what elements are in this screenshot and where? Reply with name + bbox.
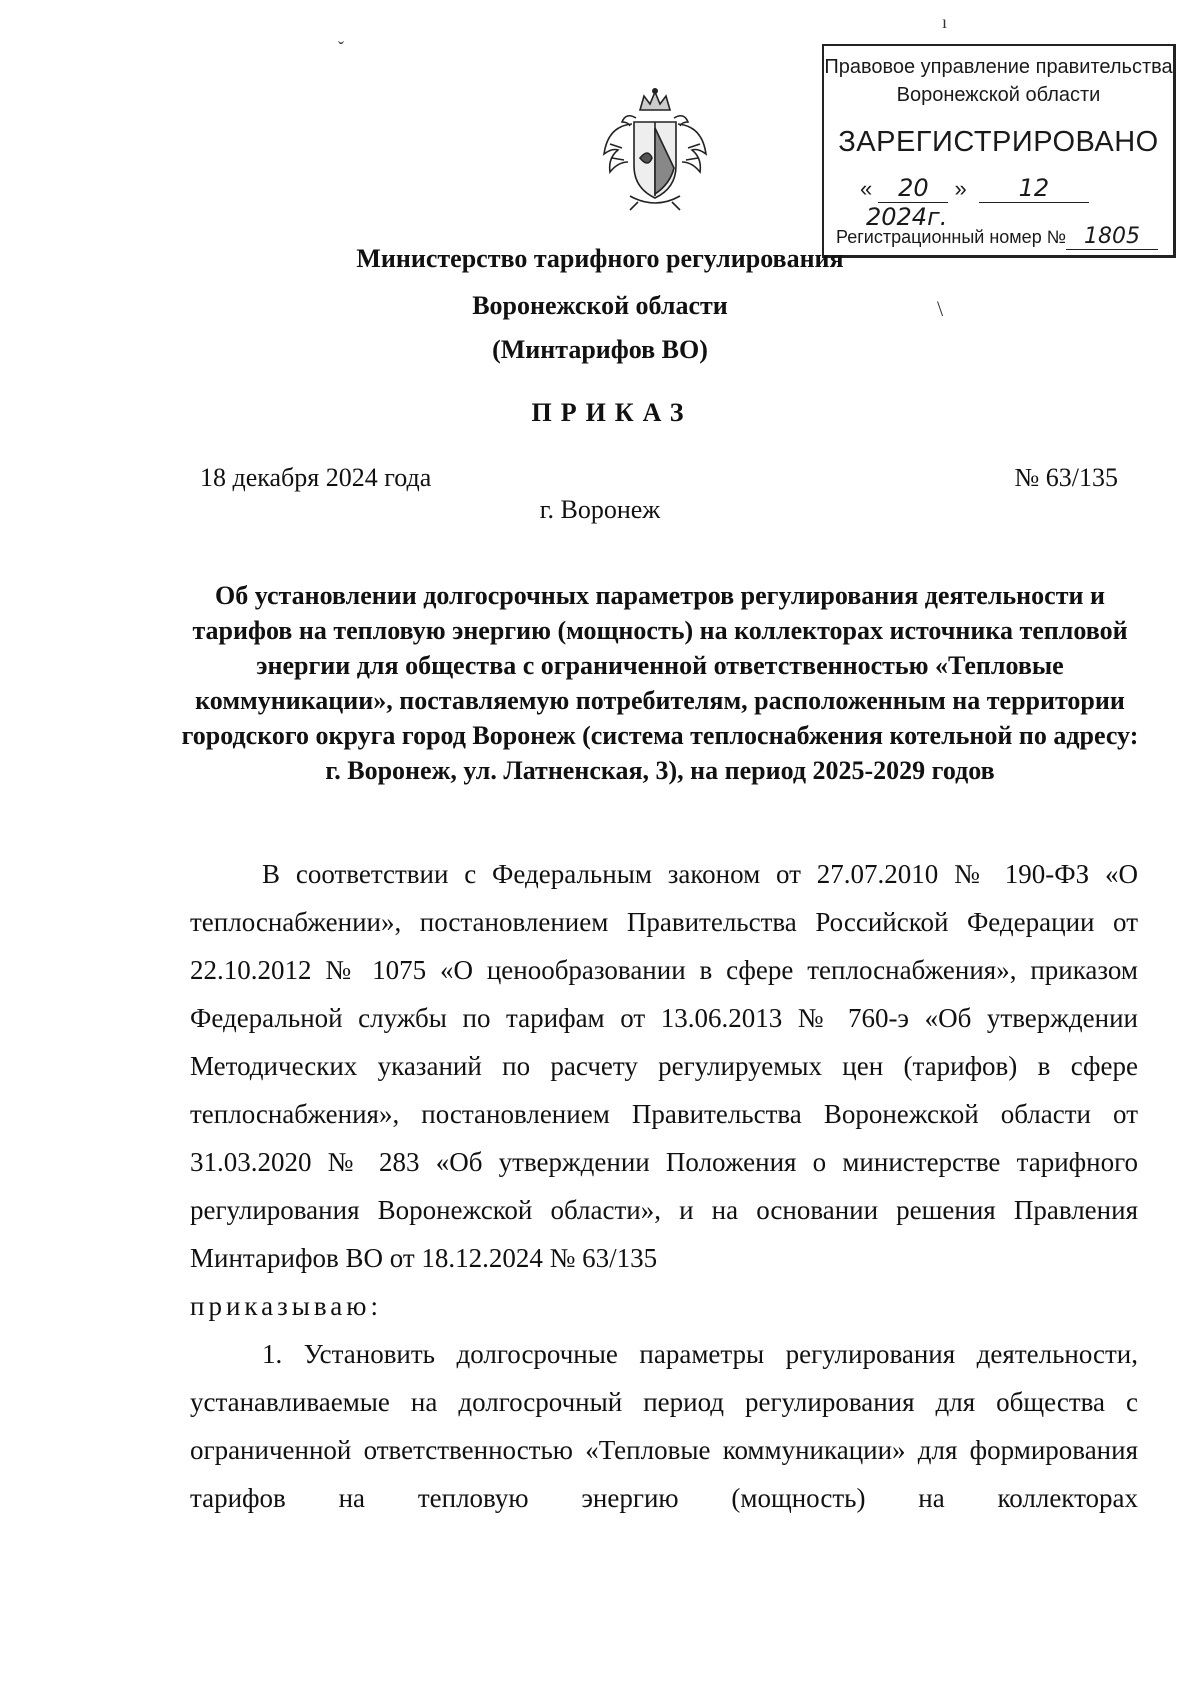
organization-name-line1: Министерство тарифного регулирования [356,244,844,273]
document-body [190,850,1138,1522]
document-date: 18 декабря 2024 года [200,463,432,492]
stamp-date-month: 12 [979,174,1089,203]
stamp-date-close-quote: » [954,176,967,201]
organization-abbreviation: (Минтарифов ВО) [492,335,708,364]
stamp-authority-line2: Воронежской области [896,84,1101,106]
stamp-reg-number-value: 1805 [1066,224,1158,250]
document-type-title: ПРИКАЗ [531,398,693,427]
scan-mark: ˇ [338,38,344,58]
scan-mark: ı [942,12,948,32]
stamp-date [860,174,1163,231]
stamp-date-year: 2024г. [866,203,948,231]
stamp-registered-label: ЗАРЕГИСТРИРОВАНО [838,126,1159,158]
order-word [190,1282,1138,1330]
document-subject: Об установлении долгосрочных параметров регулирования деятельности и тарифов на тепловую энергию (мощность) на коллекторах источника тепловой энергии для общества с ограниченной ответственностью «Тепловые коммуникации», поставляемую потребителям, расположенным на территории городского округа город Воронеж (система теплоснабжения котельной по адресу: г. Воронеж, ул. Латненская, 3), на период 2025-2029 годов [181,581,1139,785]
stamp-reg-number-label: Регистрационный номер № [836,227,1067,247]
document-city: г. Воронеж [539,495,661,524]
stamp-date-day: 20 [878,174,948,203]
organization-name-line2: Воронежской области [472,291,728,320]
preamble-paragraph: В соответствии с Федеральным законом от 27.07.2010 № 190-ФЗ «О теплоснабжении», постановлением Правительства Российской Федерации от 22.10.2012 № 1075 «О ценообразовании в сфере теплоснабжения», приказом Федеральной службы по тарифам от 13.06.2013 № 760-э «Об утверждении Методических указаний по расчету регулируемых цен (тарифов) в сфере теплоснабжения», постановлением Правительства Воронежской области от 31.03.2020 № 283 «Об утверждении Положения о министерстве тарифного регулирования Воронежской области», и на основании решения Правления Минтарифов ВО от 18.12.2024 № 63/135 [190,859,1138,1273]
order-word-text: приказываю: [190,1291,382,1321]
coat-of-arms-icon [600,88,710,212]
scan-mark: \ [937,296,944,321]
item-1-paragraph: 1. Установить долгосрочные параметры регулирования деятельности, устанавливаемые на долгосрочный период регулирования для общества с ограниченной ответственностью «Тепловые коммуникации» для формирования тарифов на тепловую энергию (мощность) на коллекторах [190,1339,1138,1513]
stamp-authority-line1: Правовое управление правительства [824,56,1173,78]
stamp-date-open-quote: « [860,176,873,201]
registration-stamp [822,44,1176,258]
document-number: № 63/135 [1014,463,1118,492]
